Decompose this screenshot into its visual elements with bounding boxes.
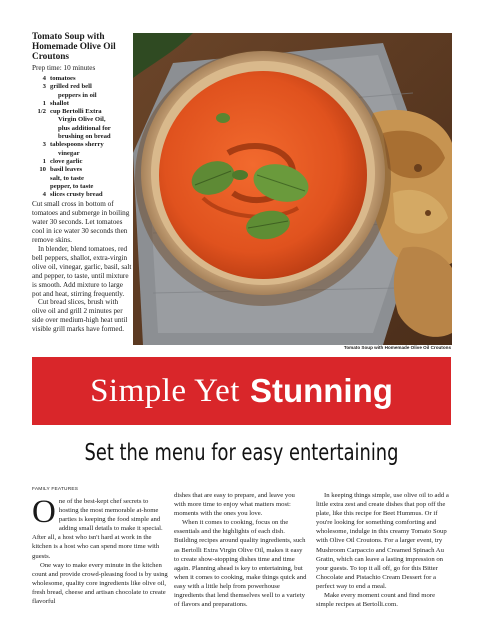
ingredient-name <box>46 100 132 108</box>
photo-caption: Tomato Soup with Homemade Olive Oil Croutons <box>343 345 451 350</box>
ingredient-line: tablespoons sherry <box>50 141 104 149</box>
ingredient-item <box>32 108 132 141</box>
ingredient-quantity: 4 <box>42 191 46 199</box>
article-paragraph: ne of the best-kept chef secrets to hosting the most memorable at-home parties is keeping the food simple and adding small details to make it special. After all, a host who isn't hard at work in the kitchen is a host who can spend more time with guests. <box>32 498 163 560</box>
ingredient-line: Virgin Olive Oil, <box>58 116 106 124</box>
ingredient-line: vinegar <box>58 149 80 157</box>
ingredient-line: basil leaves <box>50 166 83 174</box>
ingredient-quantity: 4 <box>42 75 46 82</box>
ingredient-line: pepper, to taste <box>50 182 94 190</box>
ingredient-item <box>32 183 132 191</box>
banner-title-light: Simple Yet <box>90 372 240 409</box>
recipe-step: Cut bread slices, brush with olive oil and grill 2 minutes per side over medium-high heat until visible grill marks have formed. <box>32 298 128 334</box>
ingredient-line: grilled red bell <box>50 83 92 91</box>
ingredient-quantity: 3 <box>42 141 46 149</box>
article-column-1 <box>32 494 168 606</box>
title-banner <box>32 357 451 425</box>
ingredient-item <box>32 100 132 108</box>
recipe-steps <box>32 200 132 334</box>
recipe-step: Cut small cross in bottom of tomatoes and submerge in boiling water 30 seconds. Let tomatoes cool in ice water 30 seconds then remove skins. <box>32 200 130 245</box>
ingredient-quantity: 1 <box>42 99 46 107</box>
soup-illustration <box>133 33 452 345</box>
prep-time: Prep time: 10 minutes <box>32 64 96 72</box>
ingredient-name <box>46 83 132 100</box>
ingredient-name <box>46 175 132 183</box>
ingredient-name <box>46 108 132 141</box>
recipe-step: In blender, blend tomatoes, red bell peppers, shallot, extra-virgin olive oil, vinegar, garlic, basil, salt and pepper, to taste, until mixture is smooth. Add mixture to large pot and heat, stirring frequently. <box>32 244 132 298</box>
ingredient-line: plus additional for <box>58 124 111 132</box>
ingredient-line: salt, to taste <box>50 174 84 182</box>
ingredient-name <box>46 191 132 199</box>
ingredient-name <box>46 166 132 174</box>
ingredient-quantity: 1 <box>42 157 46 165</box>
byline: FAMILY FEATURES <box>32 487 79 492</box>
ingredient-line: slices crusty bread <box>50 191 103 199</box>
ingredient-line: clove garlic <box>50 157 83 165</box>
ingredient-line: brushing on bread <box>58 133 111 141</box>
ingredient-name <box>46 183 132 191</box>
ingredient-quantity <box>32 175 46 183</box>
soup-photo <box>133 33 452 345</box>
recipe-title: Tomato Soup with Homemade Olive Oil Croutons <box>32 32 116 62</box>
drop-cap: O <box>32 494 56 530</box>
ingredient-line: tomatoes <box>50 75 76 82</box>
ingredient-item <box>32 83 132 100</box>
article-column-3 <box>316 491 452 609</box>
ingredient-list <box>32 75 132 199</box>
article-paragraph: One way to make every minute in the kitchen count and provide crowd-pleasing food is by using wholesome, quality core ingredients like olive oil, fresh bread, cheese and artisan chocolate to create flavorful <box>32 561 168 606</box>
ingredient-quantity: 10 <box>39 166 46 174</box>
recipe-sidebar <box>32 32 132 334</box>
ingredient-line: peppers in oil <box>58 91 97 99</box>
article-paragraph: dishes that are easy to prepare, and leave you with more time to enjoy what matters most: moments with the ones you love. <box>174 492 295 518</box>
ingredient-item <box>32 191 132 199</box>
article-column-2 <box>174 491 308 609</box>
ingredient-item <box>32 75 132 83</box>
article-paragraph: When it comes to cooking, focus on the essentials and the highlights of each dish. Building recipes around quality ingredients, such as Bertolli Extra Virgin Olive Oil, makes it easy to create show-stopping dishes time and time again. Planning ahead is key to entertaining, but when it comes to cooking, make things quick and easy with a little help from powerhouse ingredients that lend themselves well to a variety of flavors and preparations. <box>174 519 307 609</box>
ingredient-name <box>46 158 132 166</box>
ingredient-quantity: 1/2 <box>37 108 46 116</box>
ingredient-item <box>32 141 132 158</box>
ingredient-quantity: 3 <box>42 83 46 91</box>
ingredient-item <box>32 175 132 183</box>
ingredient-line: cup Bertolli Extra <box>50 108 102 116</box>
ingredient-name <box>46 75 132 83</box>
headline: Set the menu for easy entertaining <box>84 438 399 466</box>
article-paragraph: In keeping things simple, use olive oil to add a little extra zest and create dishes that pop off the plate, like this recipe for Beet Hummus. Or if you're looking for something comforting and wholesome, indulge in this creamy Tomato Soup with Olive Oil Croutons. For a larger event, try Mushroom Carpaccio and Creamed Spinach Au Gratin, which can leave a lasting impression on your guests. To top it all off, go for this Bitter Chocolate and Pistachio Cream Dessert for a perfect way to end a meal. <box>316 492 449 590</box>
ingredient-quantity <box>32 183 46 191</box>
ingredient-item <box>32 158 132 166</box>
ingredient-name <box>46 141 132 158</box>
ingredient-line: shallot <box>50 99 69 107</box>
article-paragraph: Make every moment count and find more simple recipes at Bertolli.com. <box>316 592 436 609</box>
banner-title-bold: Stunning <box>249 372 393 409</box>
ingredient-item <box>32 166 132 174</box>
